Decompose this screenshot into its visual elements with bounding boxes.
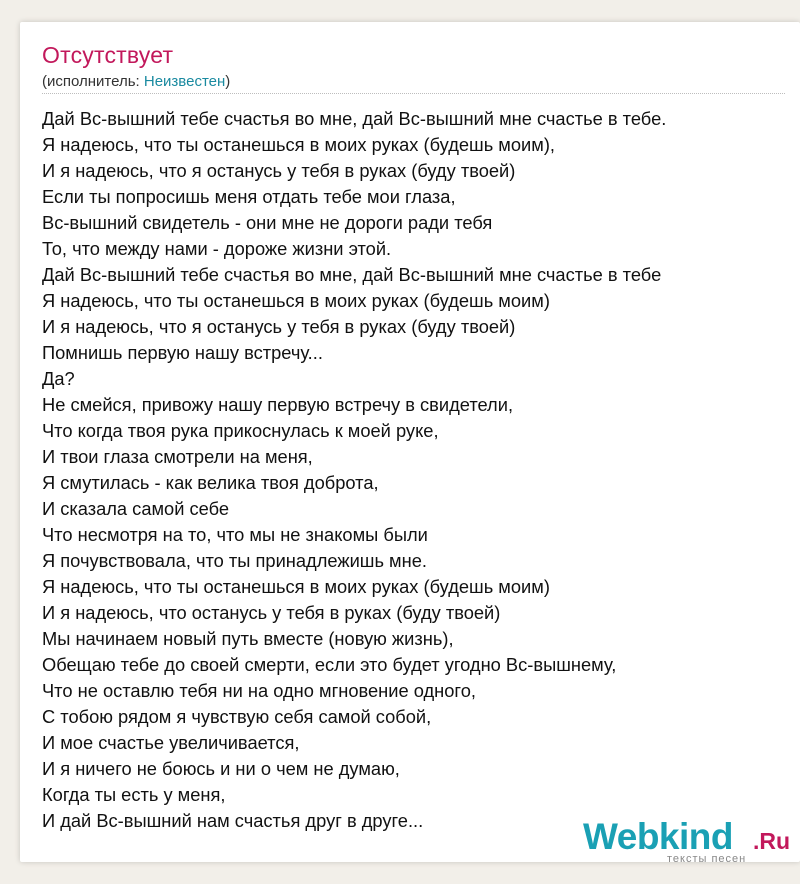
lyric-line: Я смутилась - как велика твоя доброта, xyxy=(42,472,379,493)
lyric-line: Дай Вс-вышний тебе счастья во мне, дай Вс-вышний мне счастье в тебе xyxy=(42,264,662,285)
lyrics-text xyxy=(42,106,792,834)
title-divider xyxy=(42,93,785,94)
site-logo[interactable] xyxy=(583,816,798,864)
lyric-line: Я надеюсь, что ты останешься в моих руках (будешь моим) xyxy=(42,290,550,311)
artist-suffix: ) xyxy=(225,73,231,90)
lyric-line: Я почувствовала, что ты принадлежишь мне. xyxy=(42,550,427,571)
artist-line xyxy=(42,73,230,90)
lyric-line: Что несмотря на то, что мы не знакомы были xyxy=(42,524,428,545)
lyric-line: Я надеюсь, что ты останешься в моих руках (будешь моим) xyxy=(42,576,550,597)
artist-prefix: (исполнитель: xyxy=(42,73,144,90)
lyric-line: И твои глаза смотрели на меня, xyxy=(42,446,313,467)
logo-tld: .Ru xyxy=(753,828,791,854)
lyric-line: Что когда твоя рука прикоснулась к моей руке, xyxy=(42,420,439,441)
lyric-line: Не смейся, привожу нашу первую встречу в свидетели, xyxy=(42,394,514,415)
lyric-line: И дай Вс-вышний нам счастья друг в друге... xyxy=(42,810,424,831)
lyric-line: И я надеюсь, что я останусь у тебя в руках (буду твоей) xyxy=(42,316,516,337)
song-title: Отсутствует xyxy=(42,42,174,68)
lyrics-card xyxy=(20,22,800,865)
lyric-line: То, что между нами - дороже жизни этой. xyxy=(42,238,392,259)
lyric-line: И я ничего не боюсь и ни о чем не думаю, xyxy=(42,758,400,779)
logo-tagline: тексты песен xyxy=(667,853,747,865)
lyric-line: Если ты попросишь меня отдать тебе мои глаза, xyxy=(42,186,456,207)
lyric-line: С тобою рядом я чувствую себя самой собой, xyxy=(42,706,432,727)
lyric-line: Мы начинаем новый путь вместе (новую жизнь), xyxy=(42,628,454,649)
lyric-line: И я надеюсь, что я останусь у тебя в руках (буду твоей) xyxy=(42,160,516,181)
lyric-line: Помнишь первую нашу встречу... xyxy=(42,342,323,363)
lyric-line: Дай Вс-вышний тебе счастья во мне, дай Вс-вышний мне счастье в тебе. xyxy=(42,108,667,129)
lyric-line: И я надеюсь, что останусь у тебя в руках (буду твоей) xyxy=(42,602,501,623)
lyric-line: Да? xyxy=(42,368,75,389)
lyric-line: Обещаю тебе до своей смерти, если это будет угодно Вс-вышнему, xyxy=(42,654,617,675)
lyric-line: Что не оставлю тебя ни на одно мгновение одного, xyxy=(42,680,476,701)
lyric-line: И сказала самой себе xyxy=(42,498,230,519)
lyric-line: И мое счастье увеличивается, xyxy=(42,732,300,753)
lyric-line: Вс-вышний свидетель - они мне не дороги ради тебя xyxy=(42,212,493,233)
lyric-line: Когда ты есть у меня, xyxy=(42,784,226,805)
logo-brand: Webkind xyxy=(583,816,733,857)
artist-link[interactable]: Неизвестен xyxy=(143,73,226,90)
lyric-line: Я надеюсь, что ты останешься в моих руках (будешь моим), xyxy=(42,134,555,155)
